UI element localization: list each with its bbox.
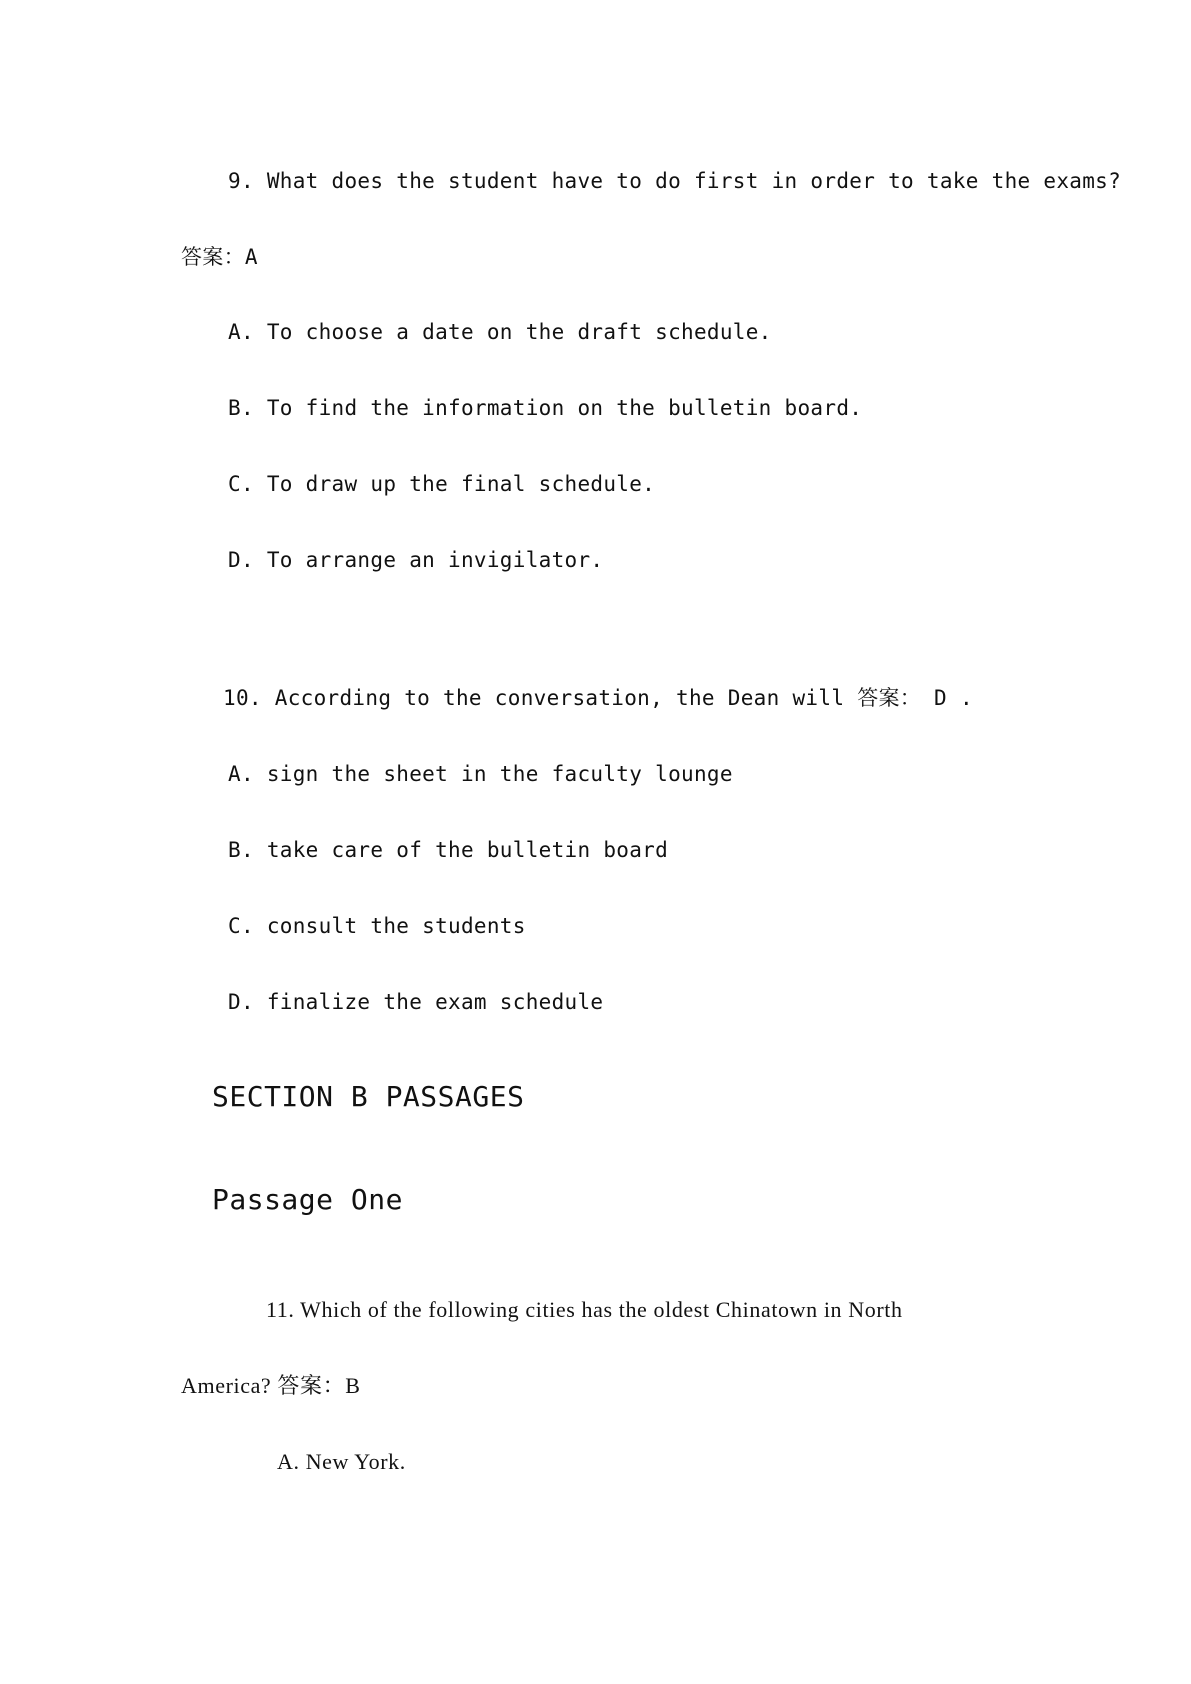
- question-9-option-d: D. To arrange an invigilator.: [228, 548, 604, 572]
- question-10-text: 10. According to the conversation, the Dean will 答案： D .: [223, 686, 973, 710]
- question-10-option-d: D. finalize the exam schedule: [228, 990, 604, 1014]
- question-9-option-b: B. To find the information on the bulletin board.: [228, 396, 863, 420]
- question-9-answer: 答案：A: [181, 245, 258, 269]
- question-11-text-line2: America? 答案：B: [181, 1373, 361, 1398]
- question-9-text: 9. What does the student have to do first in order to take the exams?: [228, 169, 1122, 193]
- question-11-option-a: A. New York.: [277, 1449, 406, 1474]
- question-11-text-line1: 11. Which of the following cities has the oldest Chinatown in North: [266, 1297, 903, 1322]
- passage-one-heading: Passage One: [212, 1183, 403, 1216]
- question-9-option-a: A. To choose a date on the draft schedule.: [228, 320, 772, 344]
- section-b-heading: SECTION B PASSAGES: [212, 1080, 525, 1113]
- question-10-option-b: B. take care of the bulletin board: [228, 838, 669, 862]
- question-9-option-c: C. To draw up the final schedule.: [228, 472, 656, 496]
- question-10-option-a: A. sign the sheet in the faculty lounge: [228, 762, 733, 786]
- question-10-option-c: C. consult the students: [228, 914, 526, 938]
